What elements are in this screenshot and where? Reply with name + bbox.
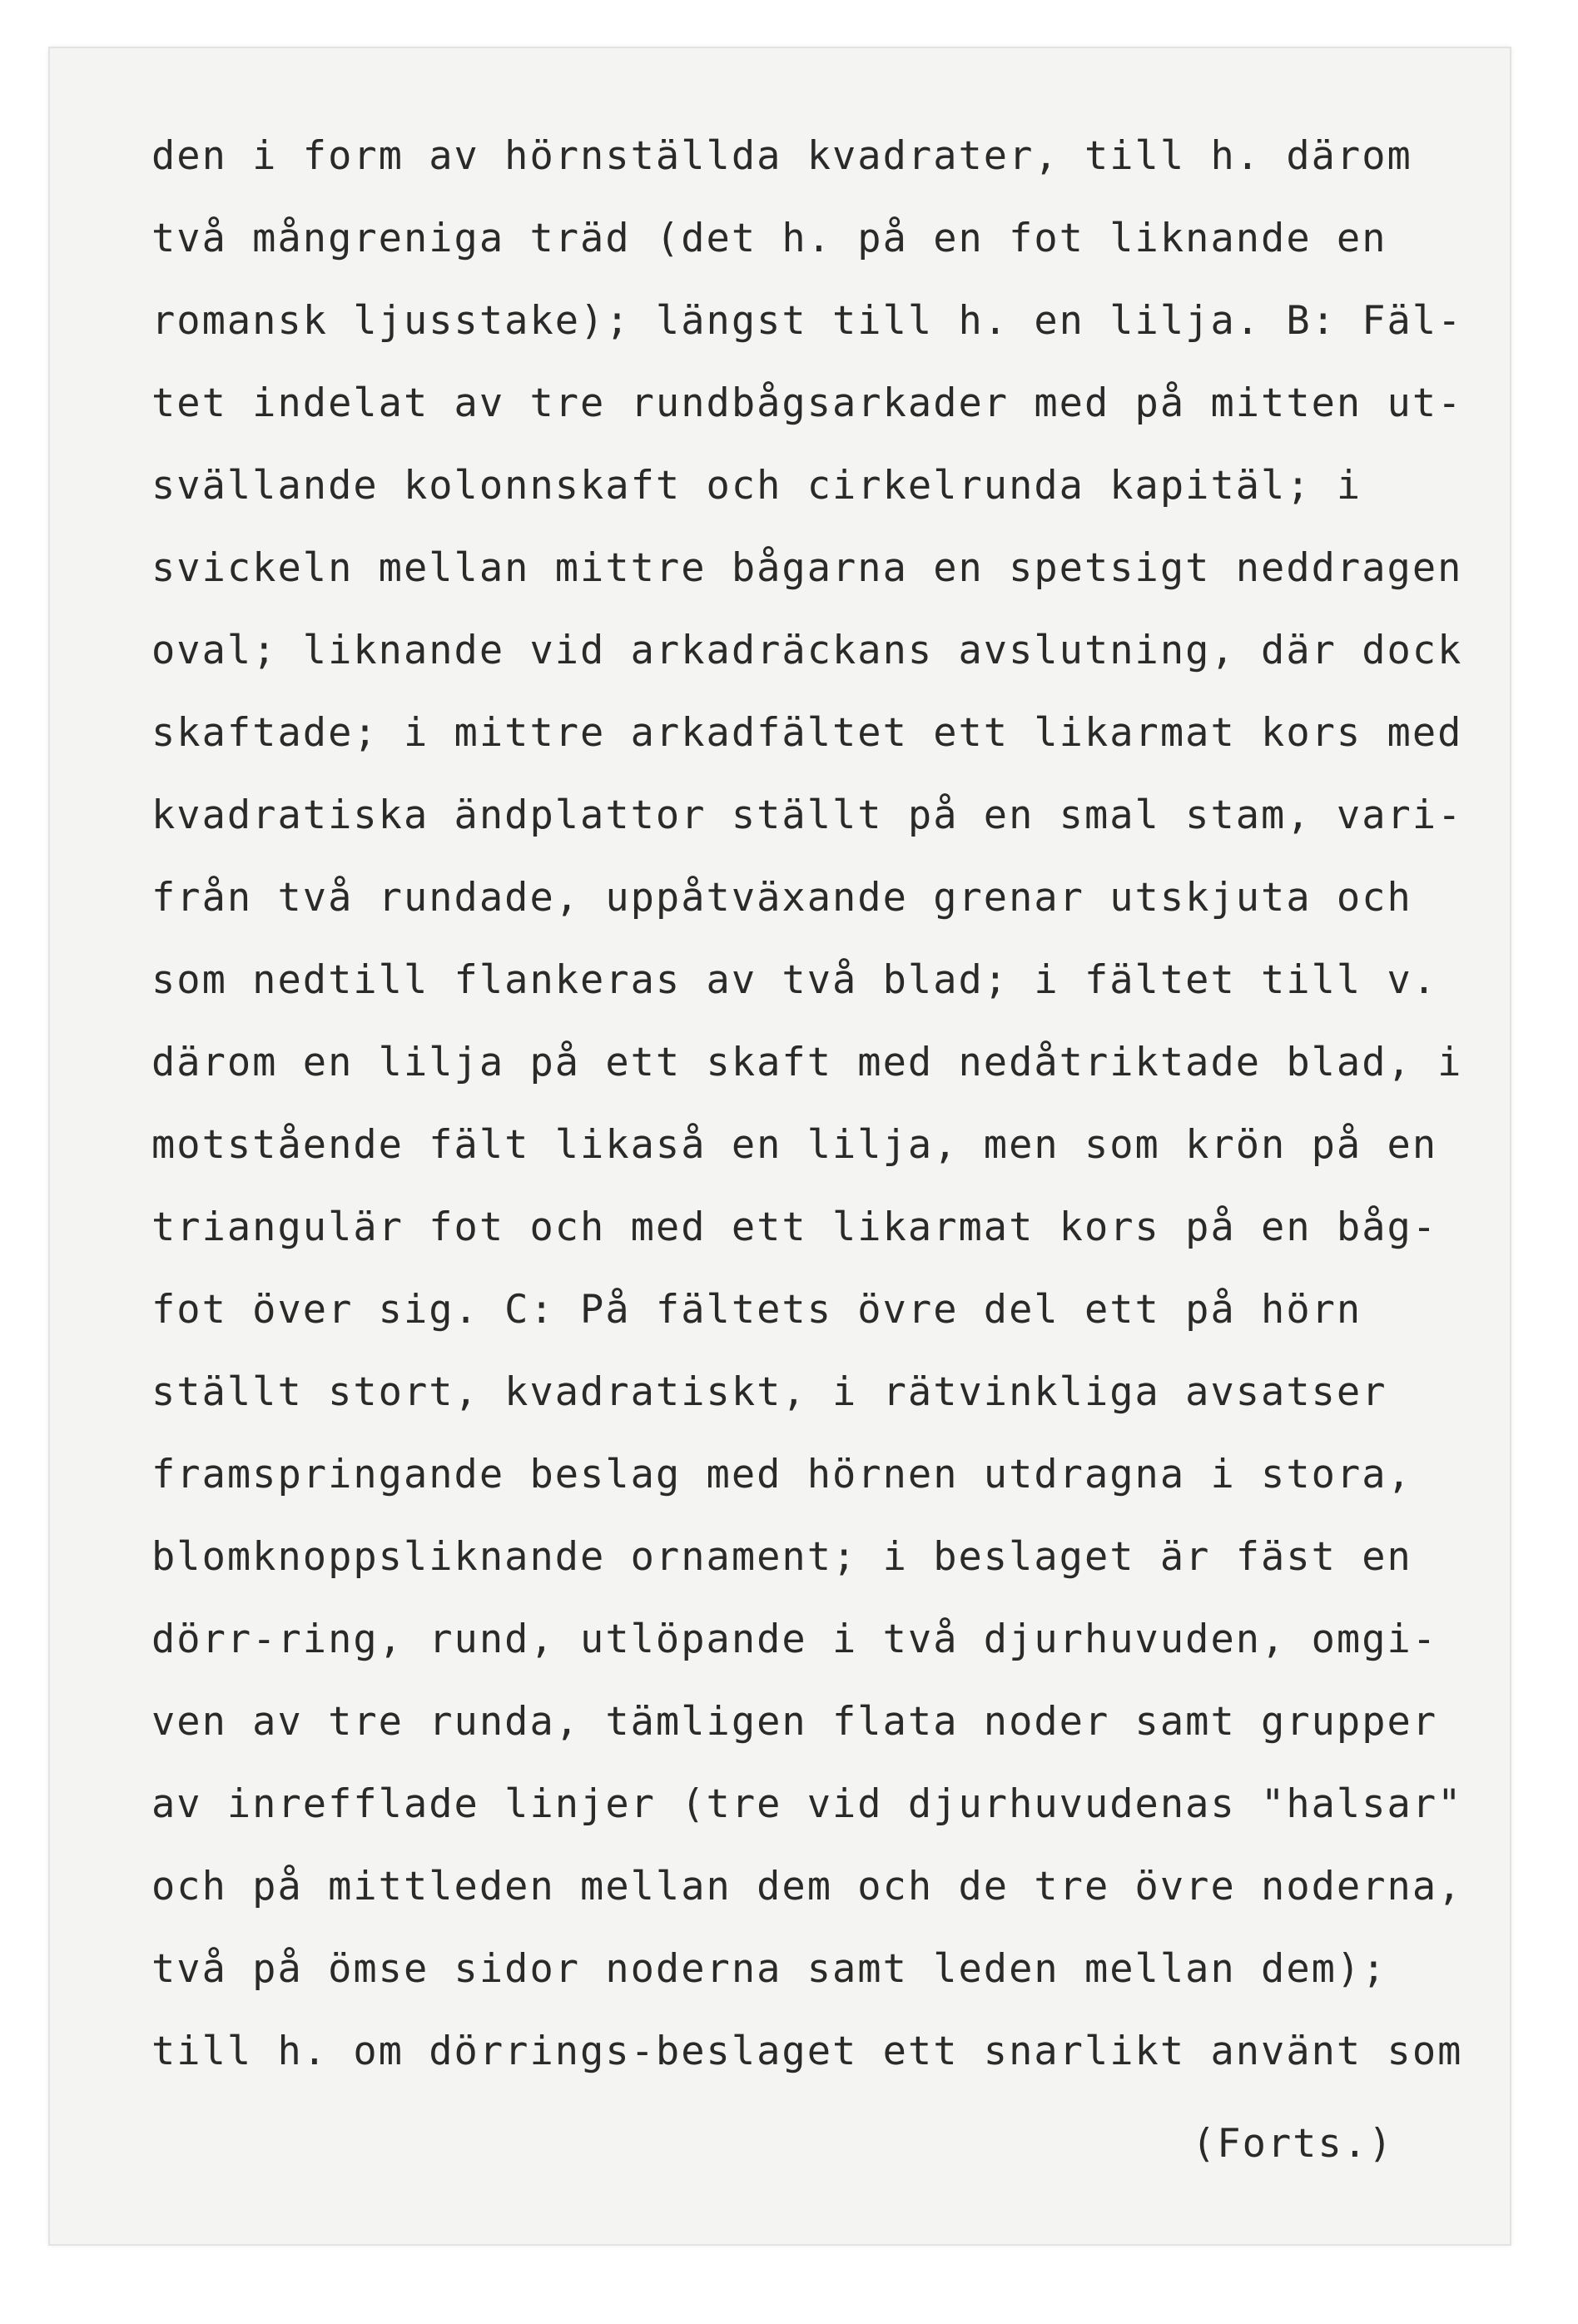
text-line: fot över sig. C: På fältets övre del ett på hörn (151, 1287, 1362, 1333)
text-line: skaftade; i mittre arkadfältet ett likarmat kors med (151, 710, 1463, 756)
text-line: oval; liknande vid arkadräckans avslutning, där dock (151, 628, 1463, 673)
text-line: blomknoppsliknande ornament; i beslaget är fäst en (151, 1534, 1412, 1580)
text-line: triangulär fot och med ett likarmat kors på en båg- (151, 1204, 1438, 1250)
text-line: kvadratiska ändplattor ställt på en smal stam, vari- (151, 792, 1463, 838)
text-line: romansk ljusstake); längst till h. en lilja. B: Fäl- (151, 298, 1463, 344)
text-line: som nedtill flankeras av två blad; i fältet till v. (151, 957, 1438, 1003)
text-line: ven av tre runda, tämligen flata noder samt grupper (151, 1699, 1438, 1745)
text-line: och på mittleden mellan dem och de tre övre noderna, (151, 1864, 1463, 1909)
text-line: tet indelat av tre rundbågsarkader med på mitten ut- (151, 380, 1463, 426)
text-line: framspringande beslag med hörnen utdragna i stora, (151, 1452, 1412, 1497)
text-line: motstående fält likaså en lilja, men som krön på en (151, 1122, 1438, 1168)
text-line: till h. om dörrings-beslaget ett snarlikt använt som (151, 2029, 1463, 2074)
text-line: två mångreniga träd (det h. på en fot liknande en (151, 216, 1387, 261)
text-line: två på ömse sidor noderna samt leden mellan dem); (151, 1946, 1387, 1992)
text-line: av inrefflade linjer (tre vid djurhuvudenas "halsar" (151, 1781, 1463, 1827)
continuation-note: (Forts.) (1192, 2121, 1394, 2167)
text-line: ställt stort, kvadratiskt, i rätvinkliga avsatser (151, 1369, 1387, 1415)
text-line: dörr-ring, rund, utlöpande i två djurhuvuden, omgi- (151, 1616, 1438, 1662)
text-line: svickeln mellan mittre bågarna en spetsigt neddragen (151, 545, 1463, 591)
text-line: därom en lilja på ett skaft med nedåtriktade blad, i (151, 1040, 1463, 1085)
text-line: svällande kolonnskaft och cirkelrunda kapitäl; i (151, 463, 1362, 509)
text-line: från två rundade, uppåtväxande grenar utskjuta och (151, 875, 1412, 921)
text-line: den i form av hörnställda kvadrater, till h. därom (151, 133, 1412, 179)
